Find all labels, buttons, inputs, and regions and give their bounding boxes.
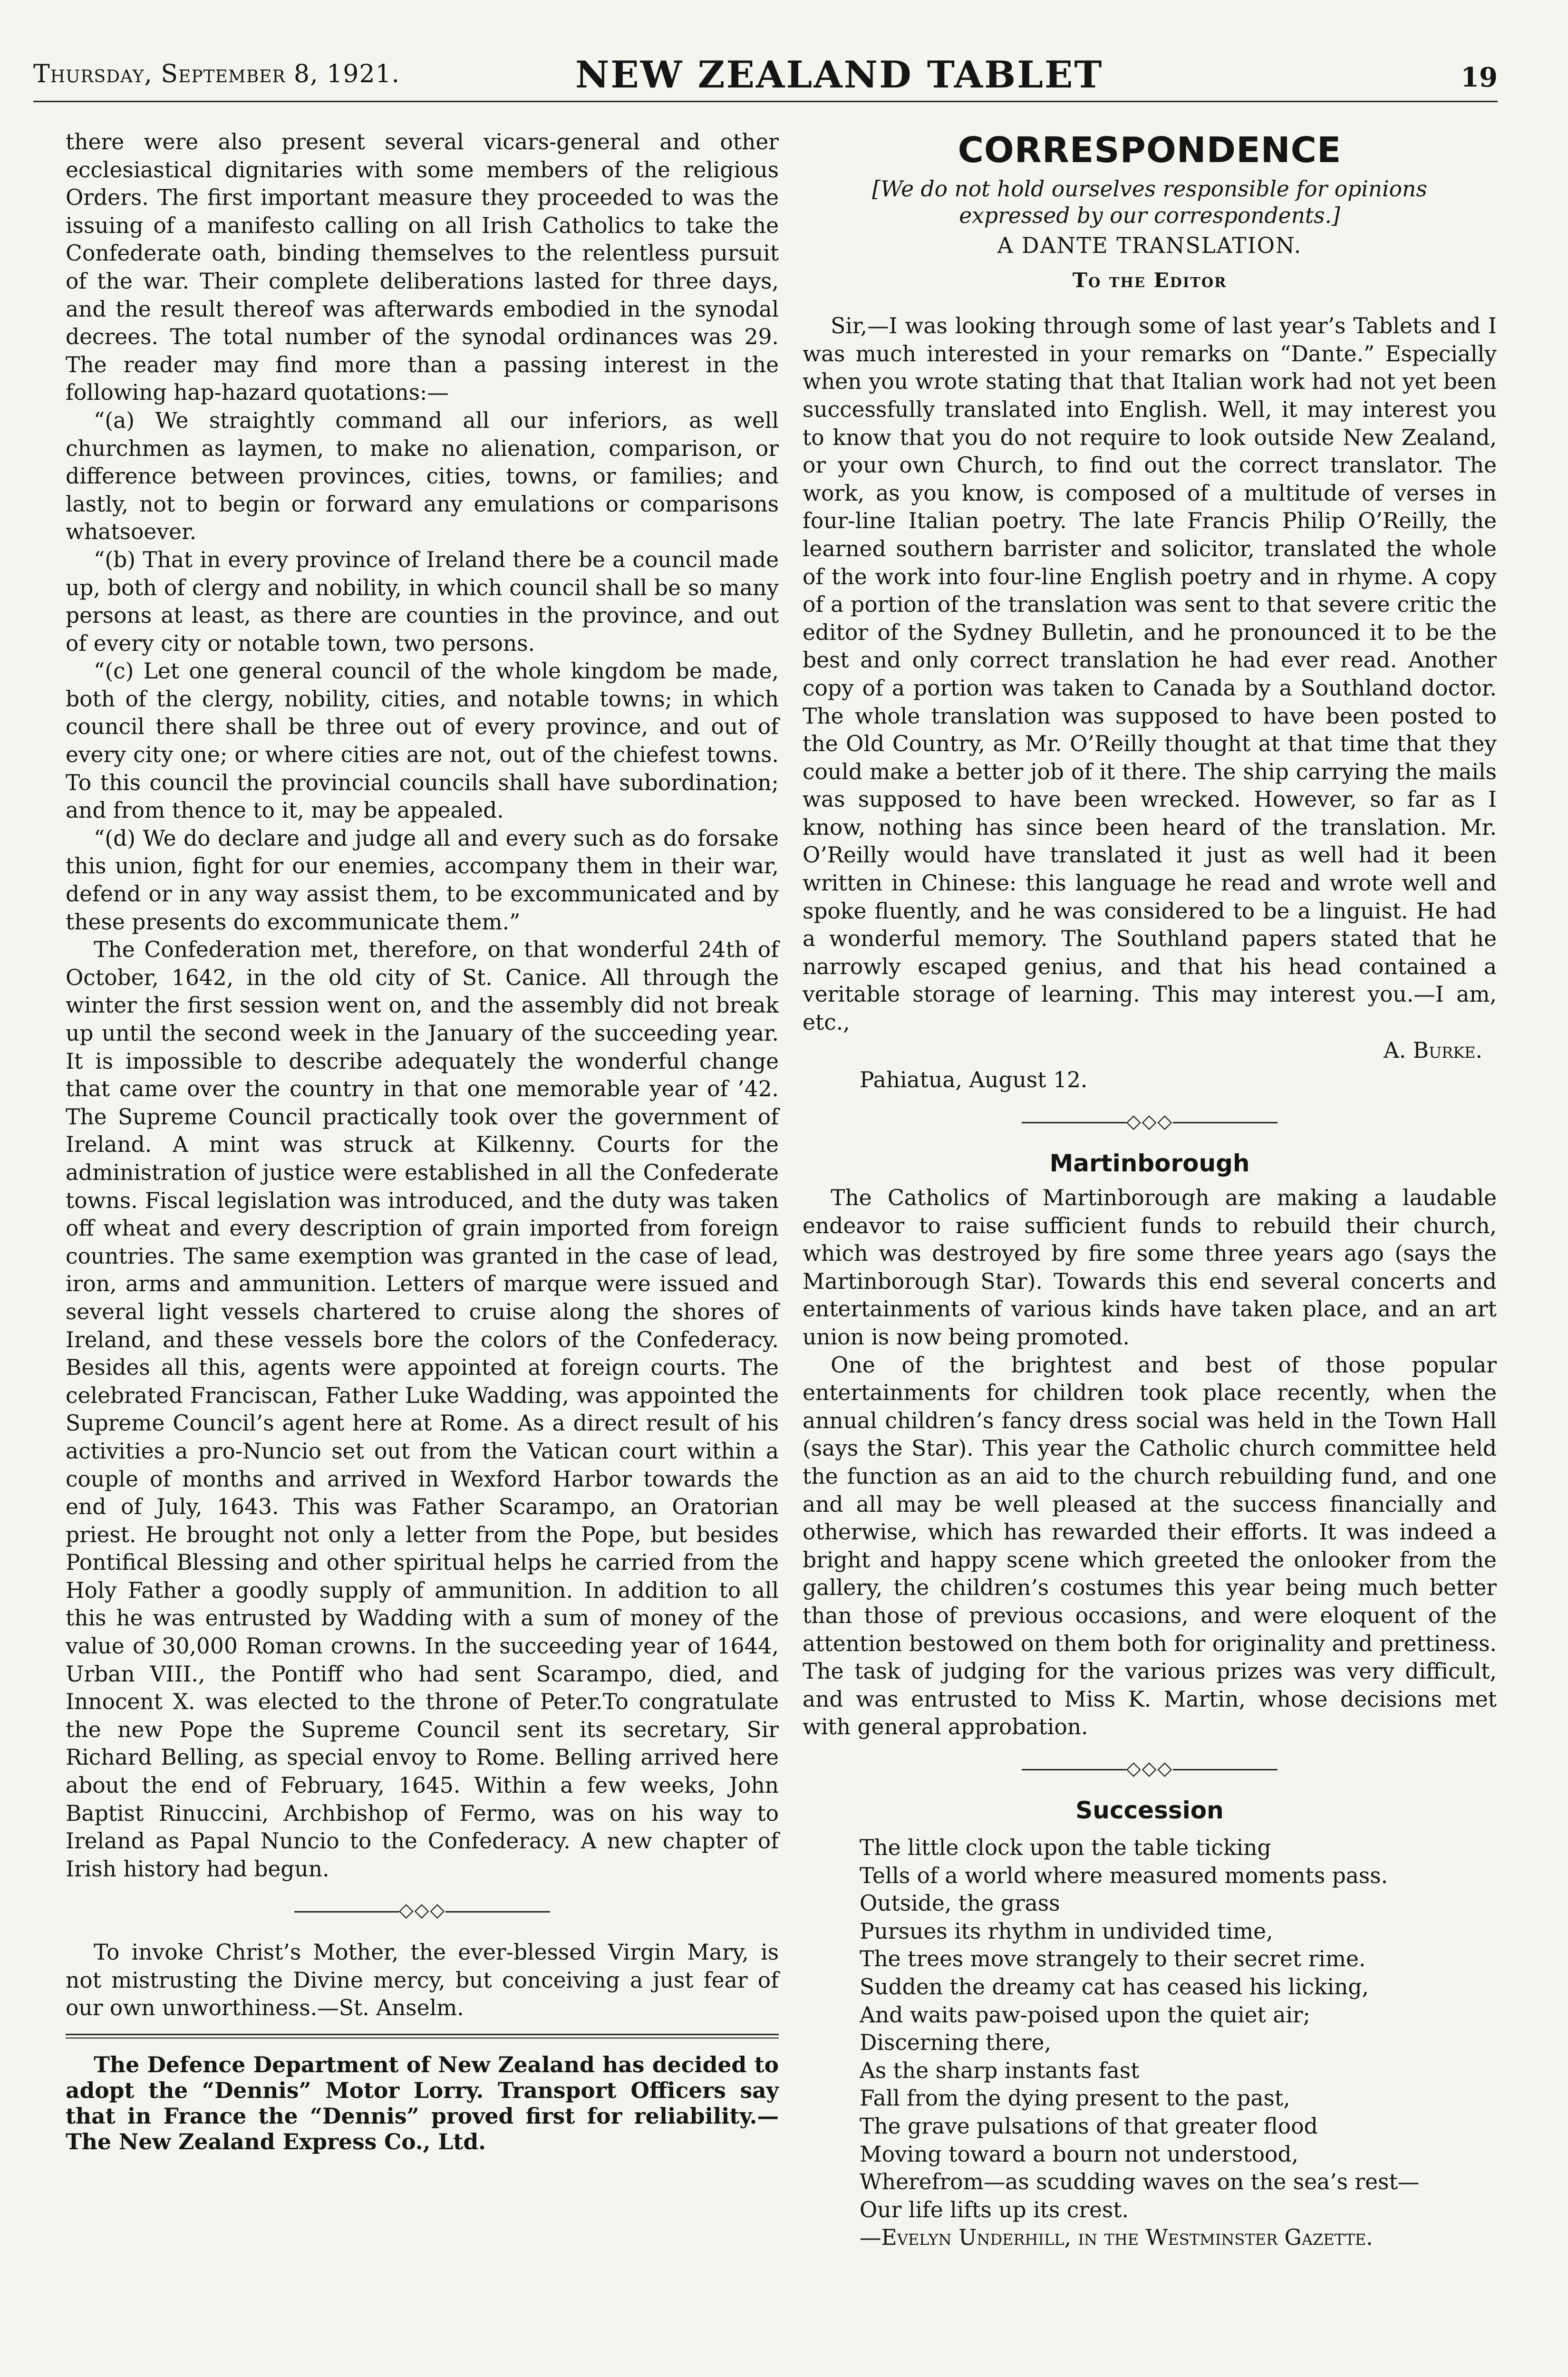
poem-credit: —Evelyn Underhill, in the Westminster Gazette. [860,2225,1373,2251]
letter-signature: A. Burke. [1383,1037,1482,1063]
masthead-rule [33,101,1498,102]
letter-place-date: Pahiatua, August 12. [860,1067,1088,1093]
poem-line: Our life lifts up its crest. [860,2197,1129,2222]
correspondence-disclaimer: [We do not hold ourselves responsible for opinions expressed by our correspondents.] [872,176,1427,228]
succession-poem [803,1834,1497,2252]
separator-diamonds-icon: ◇◇◇ [398,1899,446,1922]
right-column [803,128,1497,2252]
article-paragraph: The Confederation met, therefore, on that wonderful 24th of October, 1642, in the old city of St. Canice. All through the winter the first session went on, and the assembly did not break up until the second week in the January of the succeeding year. It is impossible to describe adequately the wonderful change that came over the country in that one memorable year of ’42. The Supreme Council practically took over the government of Ireland. A mint was struck at Kilkenny. Courts for the administration of justice were established in all the Confederate towns. Fiscal legislation was introduced, and the duty was taken off wheat and every description of grain imported from foreign countries. The same exemption was granted in the case of lead, iron, arms and ammunition. Letters of marque were issued and several light vessels chartered to cruise along the shores of Ireland, and these vessels bore the colors of the Confederacy. Besides all this, agents were appointed at foreign courts. The celebrated Franciscan, Father Luke Wadding, was appointed the Supreme Council’s agent here at Rome. As a direct result of his activities a pro-Nuncio set out from the Vatican court within a couple of months and arrived in Wexford Harbor towards the end of July, 1643. This was Father Scarampo, an Oratorian priest. He brought not only a letter from the Pope, but besides Pontifical Blessing and other spiritual helps he carried from the Holy Father a goodly supply of ammunition. In addition to all this he was entrusted by Wadding with a sum of money of the value of 30,000 Roman crowns. In the succeeding year of 1644, Urban VIII., the Pontiff who had sent Scarampo, died, and Innocent X. was elected to the throne of Peter.To congratulate the new Pope the Supreme Council sent its secretary, Sir Richard Belling, as special envoy to Rome. Belling arrived here about the end of February, 1645. Within a few weeks, John Baptist Rinuccini, Archbishop of Fermo, was on his way to Ireland as Papal Nuncio to the Confederacy. A new chapter of Irish history had begun. [66,937,779,1882]
article-paragraph: “(b) That in every province of Ireland there be a council made up, both of clergy and nobility, in which council shall be so many persons at least, as there are counties in the province, and out of every city or notable town, two persons. [66,547,779,656]
notice-double-rule [66,2034,779,2039]
letter-body: Sir,—I was looking through some of last year’s Tablets and I was much interested in your remarks on “Dante.” Especially when you wrote stating that that Italian work had not yet been successfully translated into English. Well, it may interest you to know that you do not require to look outside New Zealand, or your own Church, to find out the correct translator. The work, as you know, is composed of a multitude of verses in four-line Italian poetry. The late Francis Philip O’Reilly, the learned southern barrister and solicitor, translated the whole of the work into four-line English poetry and in rhyme. A copy of a portion of the translation was sent to that severe critic the editor of the Sydney Bulletin, and he pronounced it to be the best and only correct translation he had ever read. Another copy of a portion was taken to Canada by a Southland doctor. The whole translation was supposed to have been posted to the Old Country, as Mr. O’Reilly thought at that time that they could make a better job of it there. The ship carrying the mails was supposed to have been wrecked. However, so far as I know, nothing has since been heard of the translation. Mr. O’Reilly would have translated it just as well had it been written in Chinese: this language he read and wrote well and spoke fluently, and he was considered to be a linguist. He had a wonderful memory. The Southland papers stated that he narrowly escaped genius, and that his head contained a veritable storage of learning. This may interest you.—I am, etc., [803,313,1497,1035]
section-separator [803,1108,1497,1136]
section-separator [66,1896,779,1924]
poem-line: The grave pulsations of that greater flood [860,2114,1318,2139]
publication-title: NEW ZEALAND TABLET [575,53,1103,97]
poem-line: Discerning there, [860,2030,1051,2056]
separator-line [1022,1769,1126,1770]
article-paragraph: “(d) We do declare and judge all and every such as do forsake this union, fight for our enemies, accompany them in their war, defend or in any way assist them, to be excommunicated and by these presents do excommunicate them.” [66,825,779,935]
article-paragraph: “(a) We straightly command all our inferiors, as well churchmen as laymen, to make no alienation, comparison, or difference between provinces, cities, towns, or families; and lastly, not to begin or forward any emulations or comparisons whatsoever. [66,407,779,545]
article-paragraph: there were also present several vicars-general and other ecclesiastical dignitaries with some members of the religious Orders. The first important measure they proceeded to was the issuing of a manifesto calling on all Irish Catholics to take the Confederate oath, binding themselves to the relentless pursuit of the war. Their complete deliberations lasted for three days, and the result thereof was afterwards embodied in the synodal decrees. The total number of the synodal ordinances was 29. The reader may find more than a passing interest in the following hap-hazard quotations:— [66,129,779,406]
poem-line: Fall from the dying present to the past, [860,2086,1290,2111]
poem-line: The little clock upon the table ticking [860,1835,1271,1861]
issue-date: Thursday, September 8, 1921. [33,60,400,88]
correspondence-heading: CORRESPONDENCE [958,130,1342,171]
anselm-quote: To invoke Christ’s Mother, the ever-blessed Virgin Mary, is not mistrusting the Divine mercy, but conceiving a just fear of our own unworthiness.—St. Anselm. [66,1940,779,2021]
separator-line [294,1911,399,1913]
masthead [33,53,1498,106]
separator-line [1173,1122,1278,1123]
succession-heading: Succession [1075,1797,1224,1825]
letter-subheading: A DANTE TRANSLATION. [997,233,1302,258]
separator-line [1022,1122,1126,1123]
page-number: 19 [1461,62,1498,93]
martinborough-heading: Martinborough [1049,1150,1250,1178]
poem-line: And waits paw-poised upon the quiet air; [860,2002,1310,2028]
poem-line: Wherefrom—as scudding waves on the sea’s rest— [860,2169,1420,2195]
dennis-lorry-notice: The Defence Department of New Zealand has decided to adopt the “Dennis” Motor Lorry. Transport Officers say that in France the “Dennis” proved first for reliability.—The New Zealand Express Co., Ltd. [66,2051,779,2155]
poem-line: Outside, the grass [860,1891,1060,1916]
section-separator [803,1755,1497,1783]
left-column [66,128,779,2155]
article-paragraph: “(c) Let one general council of the whole kingdom be made, both of the clergy, nobility, cities, and notable towns; in which council there shall be three out of every province, and out of every city one; or where cities are not, out of the chiefest towns. To this council the provincial councils shall have subordination; and from thence to it, may be appealed. [66,658,779,823]
poem-line: Tells of a world where measured moments pass. [860,1863,1388,1888]
poem-line: Sudden the dreamy cat has ceased his licking, [860,1974,1369,2000]
martinborough-paragraph: The Catholics of Martinborough are making a laudable endeavor to raise sufficient funds to rebuild their church, which was destroyed by fire some three years ago (says the Martinborough Star). Towards this end several concerts and entertainments of various kinds have taken place, and an art union is now being promoted. [803,1185,1497,1350]
separator-line [445,1911,550,1913]
poem-line: Pursues its rhythm in undivided time, [860,1918,1273,1944]
letter-addressee: To the Editor [1072,268,1227,292]
separator-diamonds-icon: ◇◇◇ [1126,1757,1173,1779]
poem-line: Moving toward a bourn not understood, [860,2141,1299,2167]
poem-line: The trees move strangely to their secret rime. [860,1946,1366,1972]
martinborough-paragraph: One of the brightest and best of those popular entertainments for children took place recently, when the annual children’s fancy dress social was held in the Town Hall (says the Star). This year the Catholic church committee held the function as an aid to the church rebuilding fund, and one and all may be well pleased at the success financially and otherwise, which has rewarded their efforts. It was indeed a bright and happy scene which greeted the onlooker from the gallery, the children’s costumes this year being much better than those of previous occasions, and were eloquent of the attention bestowed on them both for originality and prettiness. The task of judging for the various prizes was very difficult, and was entrusted to Miss K. Martin, whose decisions met with general approbation. [803,1352,1497,1740]
separator-diamonds-icon: ◇◇◇ [1126,1110,1173,1132]
poem-line: As the sharp instants fast [860,2058,1140,2083]
separator-line [1173,1769,1278,1770]
